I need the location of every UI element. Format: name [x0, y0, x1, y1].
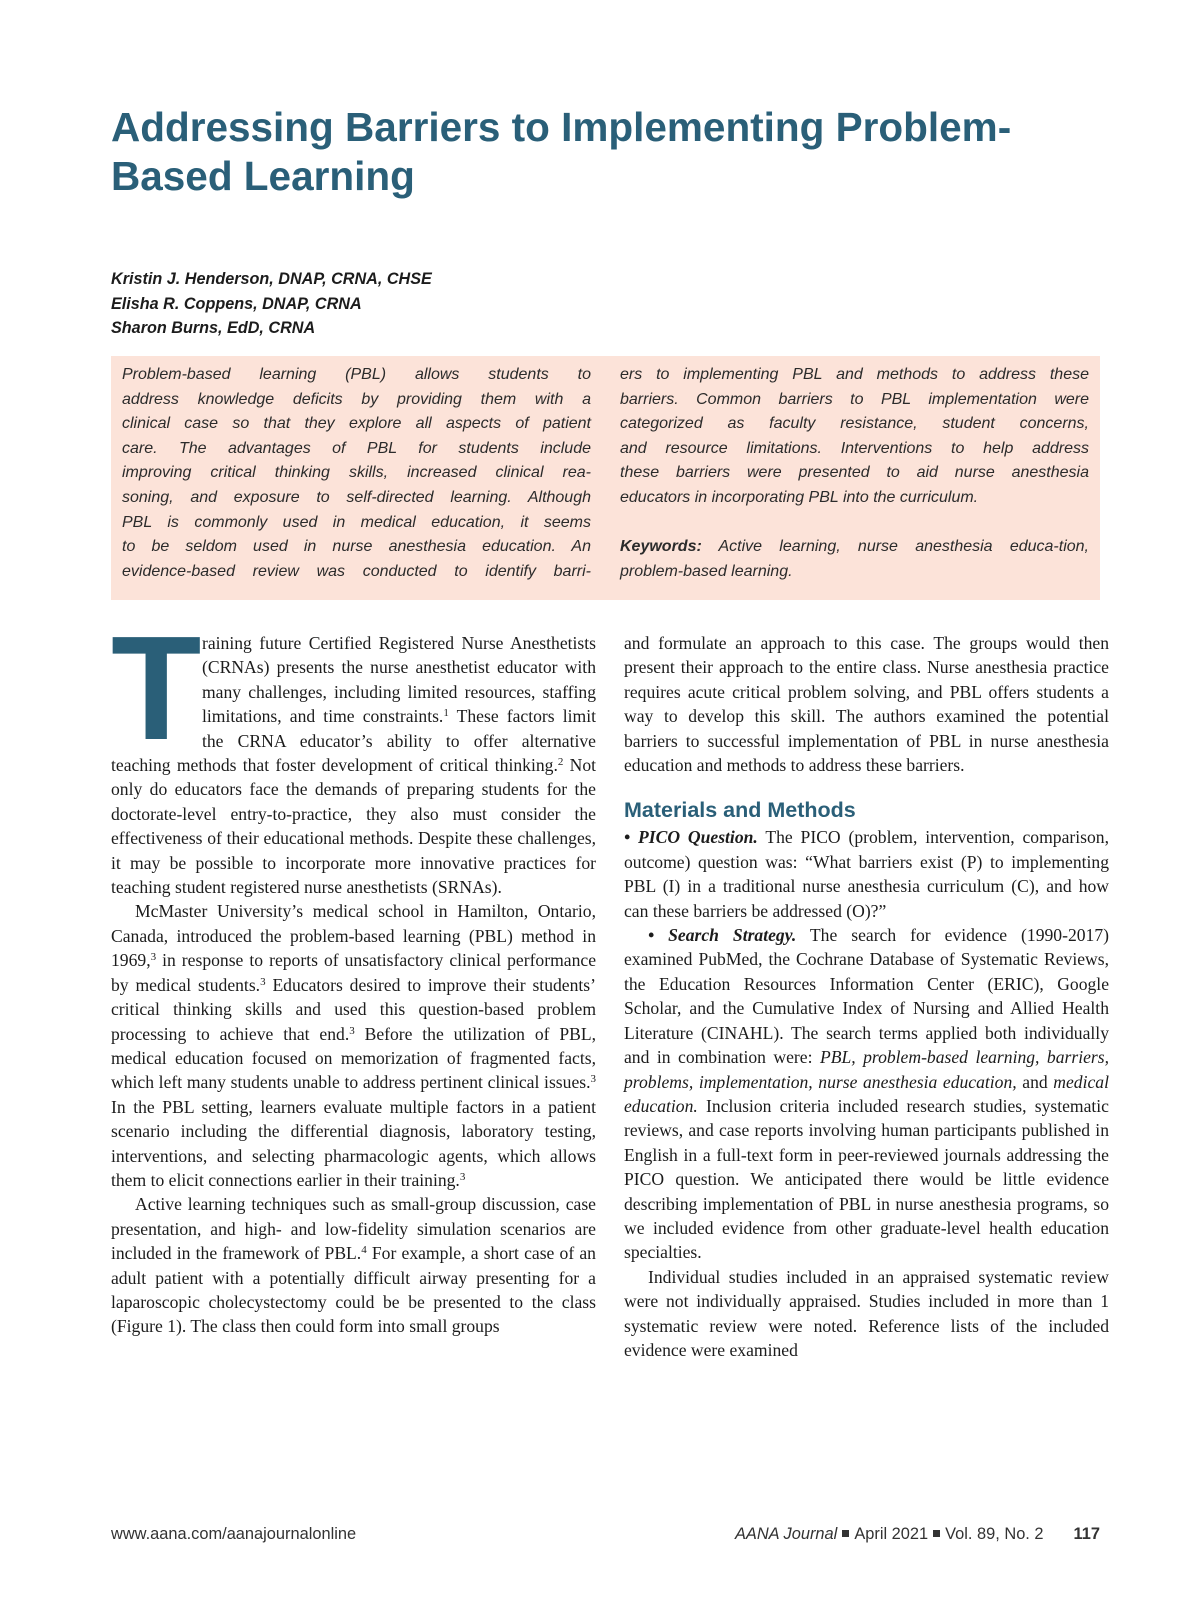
search-strategy-paragraph: • Search Strategy. The search for evidence (1990-2017) examined PubMed, the Cochrane Database of Systematic Reviews, the Education Resources Information Center (ERIC), Google Scholar, and the Cumulative Index of Nursing and Allied Health Literature (CINAHL). The search terms applied both individually and in combination were: PBL, problem-based learning, barriers, problems, implementation, nurse anesthesia education, and medical education. Inclusion criteria included research studies, systematic reviews, and case reports involving human participants published in English in a full-text form in peer-reviewed journals addressing the PICO question. We anticipated there would be little evidence describing implementation of PBL in nurse anesthesia programs, so we included evidence from other graduate-level health education specialties. — [624, 925, 1110, 1263]
page-number: 117 — [1073, 1525, 1100, 1543]
citation: 3 — [150, 951, 157, 964]
body-paragraph: McMaster University’s medical school in Hamilton, Ontario, Canada, introduced the problem-based learning (PBL) method in 1969,$^3$ in response to reports of unsatisfactory clinical performance by medical students.$^3$ Educators desired to improve their students’ critical thinking skills and used this question-based problem processing to achieve that end.$^3$ Before the utilization of PBL, medical education focused on memorization of fragmented facts, which left many students unable to address pertinent clinical issues.$^3$ In the PBL setting, learners evaluate multiple factors in a patient scenario including the differential diagnosis, laboratory testing, interventions, and selecting pharmacologic agents, which allows them to elicit connections earlier in their training.$^3$ — [111, 901, 596, 1190]
abstract-line: Problem-based learning (PBL) allows students to — [122, 366, 591, 383]
page-footer — [111, 1522, 1100, 1546]
abstract-line: PBL is commonly used in medical education, it seems — [122, 513, 591, 531]
author: Kristin J. Henderson, DNAP, CRNA, CHSE — [111, 270, 432, 288]
author: Sharon Burns, EdD, CRNA — [111, 319, 316, 337]
abstract-line: and resource limitations. Interventions to help address — [620, 439, 1089, 457]
abstract-line: barriers. Common barriers to PBL implementation were — [620, 390, 1089, 408]
abstract-line: care. The advantages of PBL for students include — [122, 439, 591, 457]
citation: 3 — [459, 1170, 466, 1183]
section-heading: Materials and Methods — [624, 798, 856, 823]
citation: 2 — [557, 756, 564, 769]
abstract-column-1 — [122, 363, 591, 584]
citation: 1 — [443, 707, 449, 720]
journal-url: www.aana.com/aanajournalonline — [111, 1525, 357, 1543]
journal-name: AANA Journal — [734, 1525, 838, 1543]
abstract-box — [111, 356, 1100, 600]
keywords — [620, 535, 1089, 584]
author-list — [111, 267, 432, 341]
square-bullet-icon — [842, 1530, 849, 1537]
journal-info — [735, 1522, 1100, 1546]
abstract-line: educators in incorporating PBL into the curriculum. — [620, 488, 979, 506]
citation: 3 — [260, 975, 266, 988]
body-paragraph: Active learning techniques such as small-group discussion, case presentation, and high- and low-fidelity simulation scenarios are included in the framework of PBL.$^4$ For example, a short case of an adult patient with a potentially difficult airway presenting for a laparoscopic cholecystectomy could be be presented to the class (Figure 1). The class then could form into small groups — [111, 1194, 596, 1337]
abstract-line: these barriers were presented to aid nurse anesthesia — [620, 464, 1089, 482]
abstract-column-2 — [620, 363, 1089, 584]
issue-date: April 2021 — [854, 1525, 929, 1543]
pico-paragraph: • PICO Question. The PICO (problem, intervention, comparison, outcome) question was: “What barriers exist (P) to implementing PBL (I) in a traditional nurse anesthesia curriculum (C), and how can these barriers be addressed (O)?” — [624, 827, 1109, 921]
abstract-line: address knowledge deficits by providing them with a — [122, 390, 591, 408]
square-bullet-icon — [933, 1530, 940, 1537]
volume-issue: Vol. 89, No. 2 — [945, 1525, 1044, 1543]
body-paragraph: and formulate an approach to this case. The groups would then present their approach to the entire class. Nurse anesthesia practice requires acute critical problem solving, and PBL offers students a way to develop this skill. The authors examined the potential barriers to successful implementation of PBL in nurse anesthesia education and methods to address these barriers. — [624, 633, 1109, 776]
body-column-2 — [624, 631, 1109, 1362]
abstract-line: evidence-based review was conducted to identify barri- — [122, 562, 591, 580]
abstract-line: ers to implementing PBL and methods to address these — [620, 366, 1089, 383]
pico-label: • PICO Question. — [624, 827, 758, 848]
citation: 3 — [590, 1073, 596, 1086]
search-label: • Search Strategy. — [648, 925, 797, 946]
drop-cap: T — [111, 606, 202, 771]
keywords-label: Keywords: — [620, 538, 702, 556]
abstract-line: soning, and exposure to self-directed learning. Although — [122, 488, 591, 506]
abstract-line: to be seldom used in nurse anesthesia education. An — [122, 538, 591, 556]
body-column-1 — [111, 606, 597, 1339]
author: Elisha R. Coppens, DNAP, CRNA — [111, 294, 362, 313]
abstract-line: categorized as faculty resistance, student concerns, — [620, 415, 1089, 433]
intro-paragraph: Training future Certified Registered Nurse Anesthetists (CRNAs) presents the nurse anesthetist educator with many challenges, including limited resources, staffing limitations, and time constraints.$^1$ These factors limit the CRNA educator’s ability to offer alternative teaching methods that foster development of critical thinking.$^2$ Not only do educators face the demands of preparing students for the doctorate-level entry-to-practice, they also must consider the effectiveness of their educational methods. Despite these challenges, it may be possible to incorporate more innovative practices for teaching student registered nurse anesthetists (SRNAs). — [111, 606, 597, 898]
body-paragraph: Individual studies included in an appraised systematic review were not individually appraised. Studies included in more than 1 systematic review were noted. Reference lists of the included evidence were examined — [624, 1266, 1109, 1360]
citation: 3 — [349, 1024, 355, 1037]
article-title: Addressing Barriers to Implementing Problem-Based Learning — [111, 104, 1012, 199]
abstract-line: clinical case so that they explore all aspects of patient — [122, 415, 591, 433]
citation: 4 — [361, 1244, 367, 1257]
keywords-text: Active learning, nurse anesthesia educa-tion, problem-based learning. — [620, 538, 1089, 580]
abstract-line: improving critical thinking skills, increased clinical rea- — [122, 464, 591, 482]
